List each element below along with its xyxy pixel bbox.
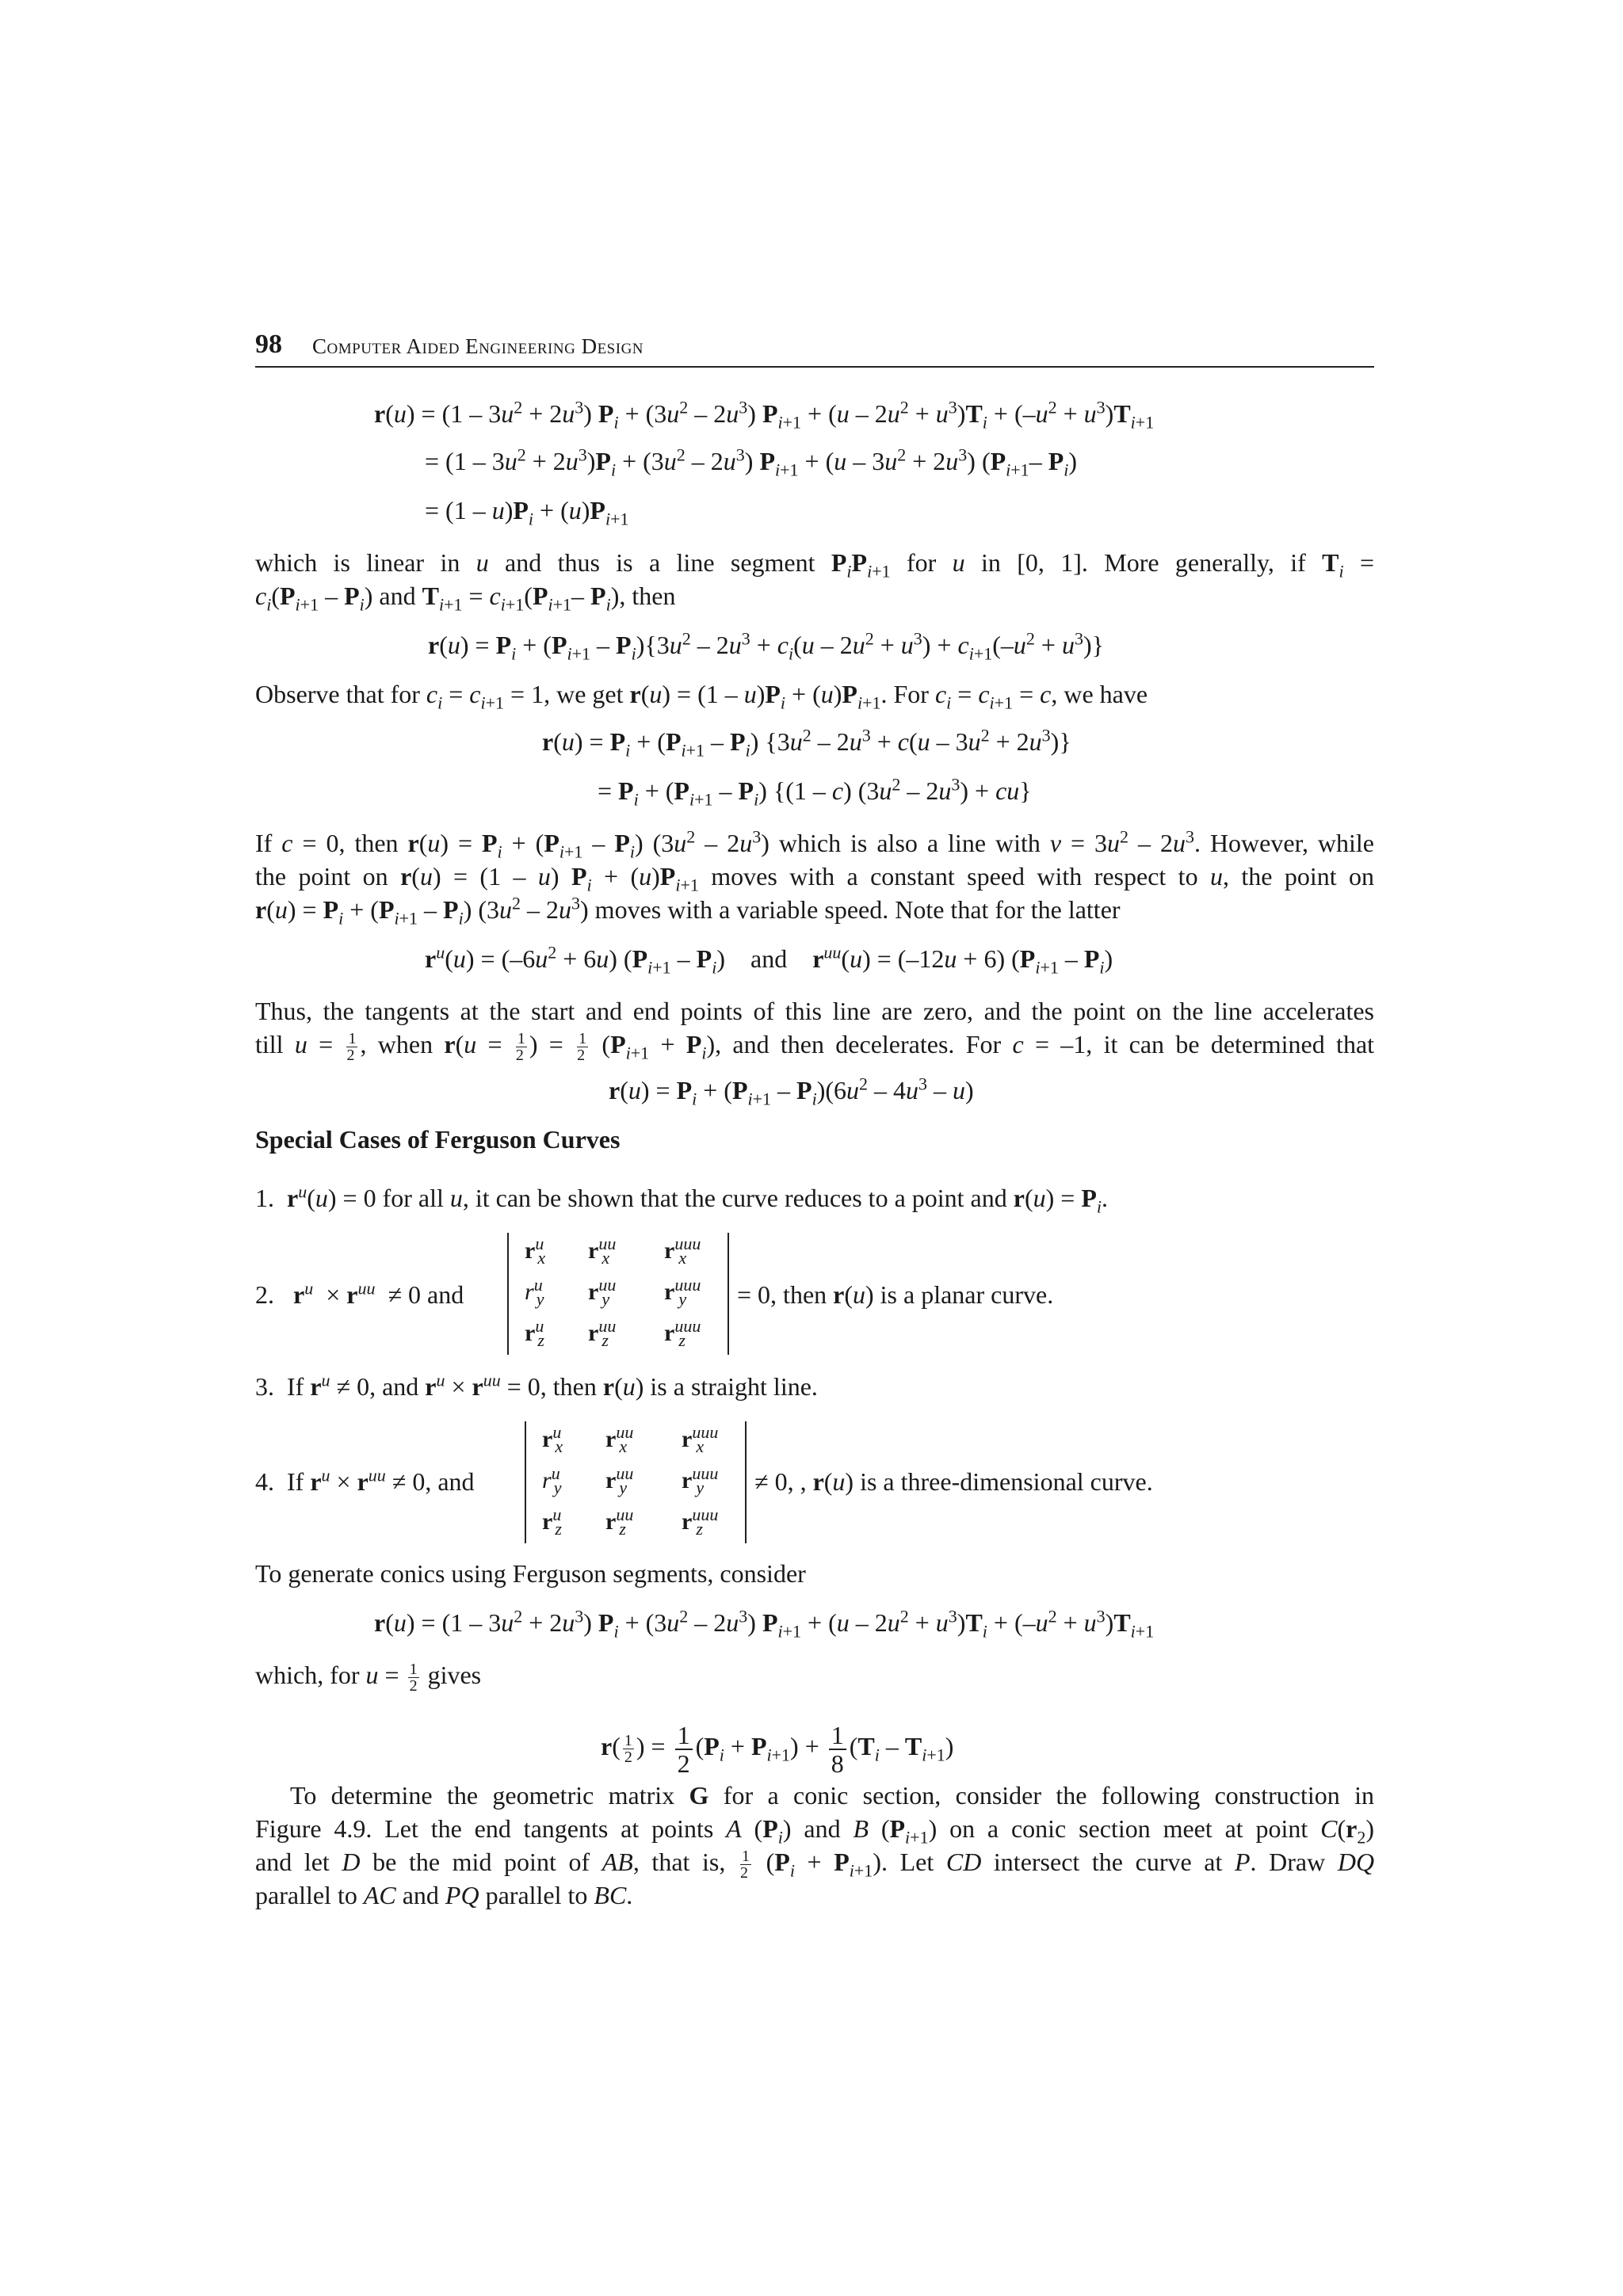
determinant-3d: $r^u_x$ $r^{uu}_x$ $r^{uuu}_x$ $r^u_y$ $r^{uu}_y$ $r^{uuu}_y$ $r^u_z$ $r^{uu}_z$ $r^{uuu}_z$ <box>525 1421 747 1543</box>
list-item-2-lead: 2. $r^u \times r^{uu} \ne 0$ and <box>255 1278 464 1309</box>
paragraph-linear-line2: $c_i(P_{i+1} - P_i)$ and $T_{i+1} = c_{i+1}(P_{i+1}-$ $P_i$), then <box>255 582 676 615</box>
equation-eq4: $r(u) = P_i + (P_{i+1} - P_i)\{3u^2 - 2u^3 + c_i(u - 2u^2 + u^3) + c_{i+1}(-u^2 + u^3)\}$ <box>428 628 1104 664</box>
paragraph-observe: Observe that for $c_i = c_{i+1} = 1$, we get $r(u) = (1 - u)P_i + (u)P_{i+1}$. For $c_i = c_{i+1} = c$, we have <box>255 680 1148 713</box>
list-item-3: 3. If $r^u \ne 0$, and $r^u \times r^{uu} = 0$, then r(u) is a straight line. <box>255 1370 818 1401</box>
paragraph-linear-line1: which is linear in u and thus is a line segment $P_iP_{i+1}$ for u in [0, 1]. More generally, if $T_i$ = <box>255 548 1375 582</box>
page-header <box>255 330 1374 368</box>
paragraph-which-for: which, for u = $\frac{1}{2}$ gives <box>255 1661 482 1695</box>
paragraph-final-line1: To determine the geometric matrix G for a conic section, consider the following construction in <box>290 1781 1375 1810</box>
equation-eq7: $r^u(u) = (-6u^2 + 6u)$ $(P_{i+1} - P_i)$ and $r^{uu}(u) = (-12u + 6)$ $(P_{i+1} - P_i)$ <box>425 942 1113 978</box>
paragraph-thus-line2: till u = $\frac{1}{2}$ , when r(u = $\frac{1}{2}$ ) = $\frac{1}{2}$ $(P_{i+1} + P_i)$, and then decelerates. For c = –1, it can be determined that <box>255 1030 1375 1065</box>
equation-eq6: = $P_i + (P_{i+1} - P_i)$ {(1 – c) $(3u^2 - 2u^3) + cu$} <box>598 774 1032 810</box>
equation-eq3: = $(1 - u)P_i + (u)P_{i+1}$ <box>425 496 629 529</box>
page-number: 98 <box>255 330 282 359</box>
paragraph-thus-line1: Thus, the tangents at the start and end points of this line are zero, and the point on the line accelerates <box>255 997 1374 1025</box>
list-item-4-tail: ≠ 0, , r(u) is a three-dimensional curve. <box>754 1467 1153 1496</box>
equation-eq2: = $(1 - 3u^2 + 2u^3)P_i + (3u^2 - 2u^3)$ $P_{i+1} + (u - 3u^2 + 2u^3)$ ($P_{i+1}-$ $P_i$) <box>425 444 1078 480</box>
list-item-2-tail: = 0, then r(u) is a planar curve. <box>737 1280 1054 1309</box>
paragraph-ifc0-line2: the point on r(u) = (1 – u) $P_i + (u)P_{i+1}$ moves with a constant speed with respect to u, the point on <box>255 862 1375 895</box>
paragraph-ifc0-line3: $r(u) = P_i + (P_{i+1} - P_i)$ $(3u^2 - 2u^3)$ moves with a variable speed. Note that for the latter <box>255 893 1121 929</box>
equation-eq5: $r(u) = P_i + (P_{i+1} - P_i)$ $\{3u^2 - 2u^3 + c(u - 3u^2 + 2u^3)\}$ <box>542 725 1071 761</box>
equation-eq8: $r(u) = P_i + (P_{i+1} - P_i)(6u^2 - 4u^3 - u)$ <box>609 1074 974 1109</box>
paragraph-final-line3: and let D be the mid point of AB, that is, $\frac{1}{2}$ $(P_i + P_{i+1})$. Let CD intersect the curve at P. Draw DQ <box>255 1848 1375 1882</box>
paragraph-conics: To generate conics using Ferguson segments, consider <box>255 1559 806 1588</box>
equation-eq10: r( $\frac{1}{2}$ ) = $\frac{1}{2}$ $(P_i + P_{i+1})$ + $\frac{1}{8}$ $(T_i - T_{i+1})$ <box>601 1720 954 1778</box>
paragraph-final-line4: parallel to AC and PQ parallel to BC. <box>255 1881 633 1909</box>
determinant-planar: $r^u_x$ $r^{uu}_x$ $r^{uuu}_x$ $r^u_y$ $r^{uu}_y$ $r^{uuu}_y$ $r^u_z$ $r^{uu}_z$ $r^{uuu}_z$ <box>507 1233 729 1355</box>
paragraph-ifc0-line1: If c = 0, then $r(u) = P_i + (P_{i+1} - P_i)$ $(3u^2 - 2u^3)$ which is also a line with $v = 3u^2 - 2u^3$. However, while <box>255 826 1374 862</box>
list-item-4-lead: 4. If $r^u \times r^{uu} \ne 0$, and <box>255 1465 475 1496</box>
section-heading: Special Cases of Ferguson Curves <box>255 1125 621 1154</box>
paragraph-final-line2: Figure 4.9. Let the end tangents at points A $(P_i)$ and B $(P_{i+1})$ on a conic section meet at point $C(r_2)$ <box>255 1814 1375 1848</box>
equation-eq9: $r(u) = (1 - 3u^2 + 2u^3)$ $P_i + (3u^2 - 2u^3) P_{i+1} + (u - 2u^2 + u^3)T_i + (-u^2 + u^3)T_{i+1}$ <box>374 1606 1155 1642</box>
list-item-1: 1. $r^u(u) = 0$ for all u, it can be shown that the curve reduces to a point and $r(u) = P_i$. <box>255 1181 1108 1217</box>
running-title: Computer Aided Engineering Design <box>312 334 644 358</box>
equation-eq1: $r(u) = (1 - 3u^2 + 2u^3)$ $P_i + (3u^2 - 2u^3) P_{i+1} + (u - 2u^2 + u^3)T_i + (-u^2 + u^3)T_{i+1}$ <box>374 397 1155 433</box>
